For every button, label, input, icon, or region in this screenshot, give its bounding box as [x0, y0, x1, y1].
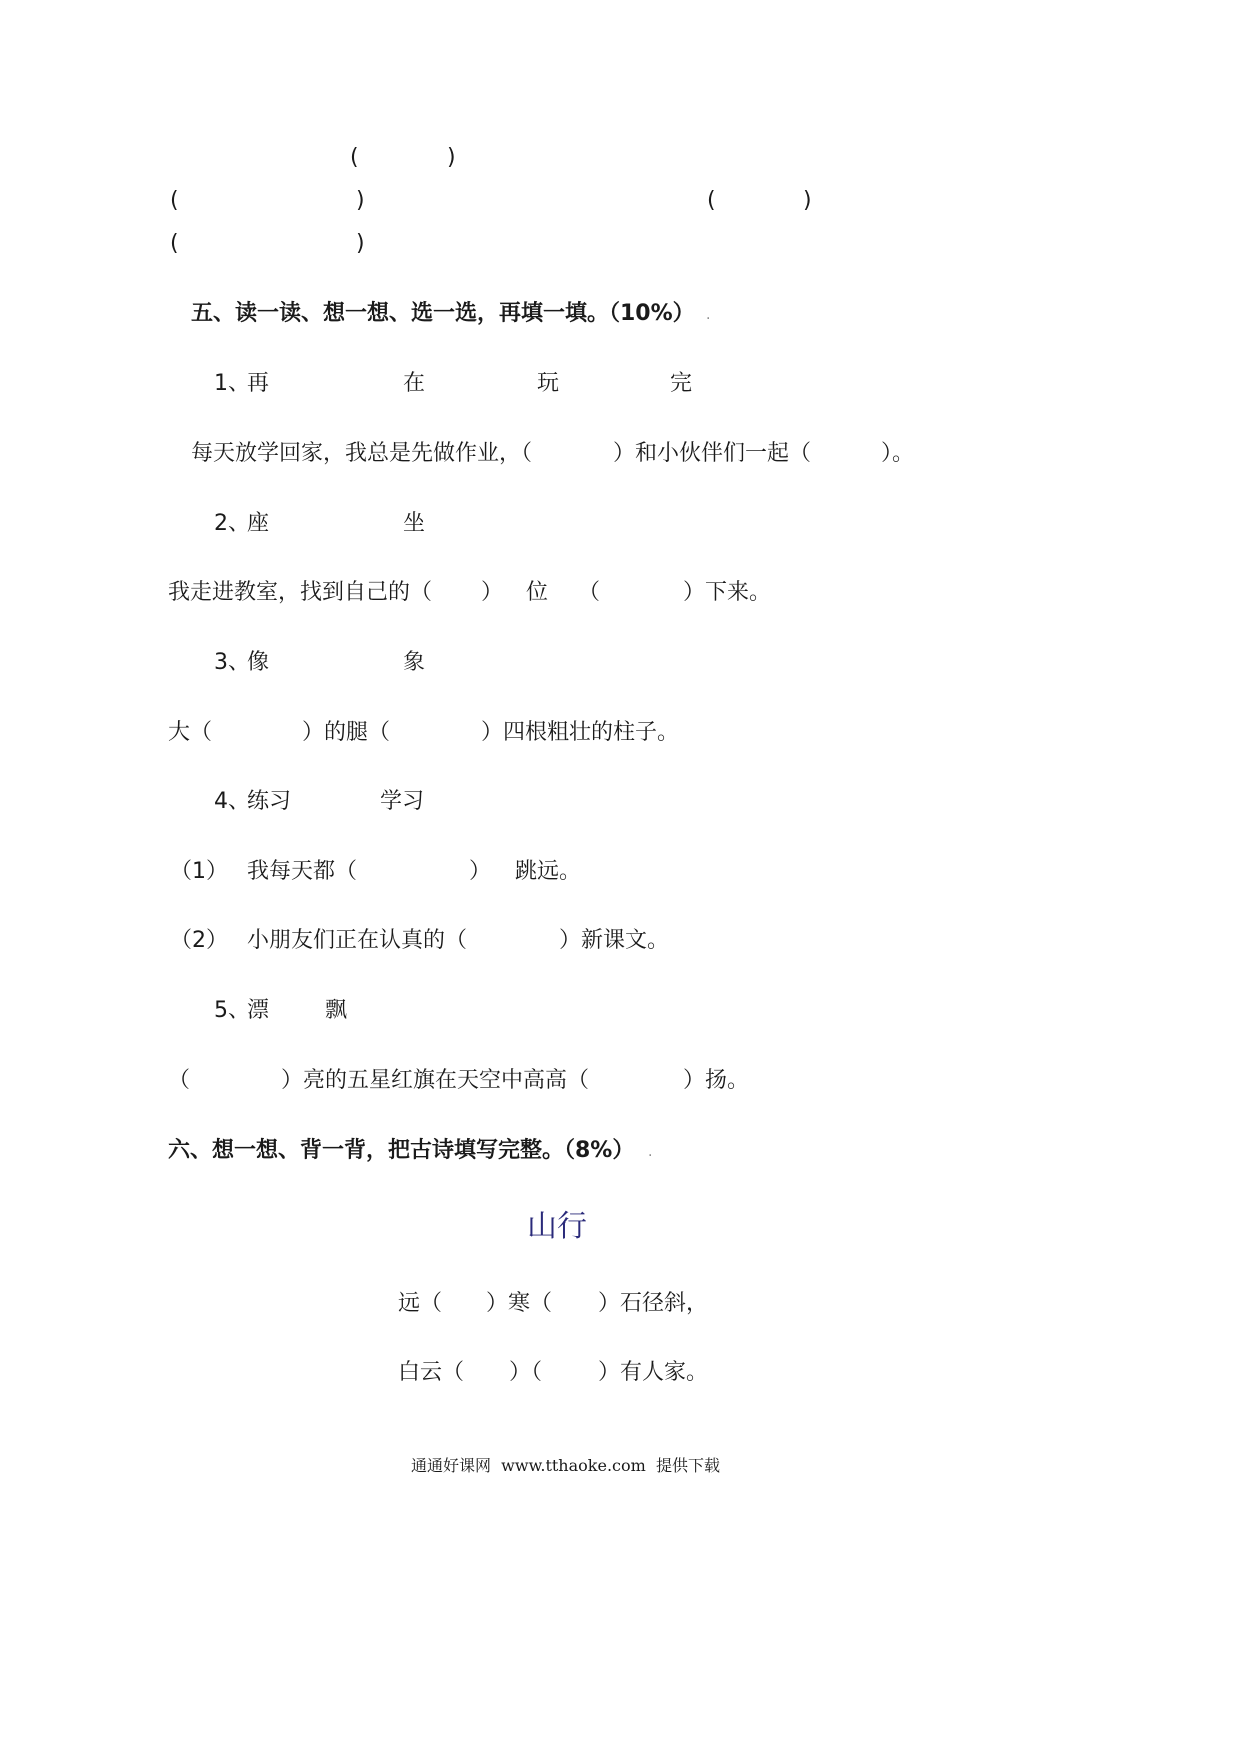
footer-text: 通通好课网 www.tthaoke.com 提供下载: [411, 1456, 720, 1475]
item1-choice: 在: [403, 371, 426, 396]
item2-sentence-part: 位: [526, 580, 549, 605]
item5-choice: 漂: [247, 998, 270, 1023]
poem-line2-part: ）（: [509, 1360, 543, 1385]
item2-choice: 座: [247, 511, 270, 536]
item4-sub2-part: 小朋友们正在认真的（: [247, 928, 468, 953]
item1-choice: 玩: [537, 371, 560, 396]
item3-sentence-part: ）的腿（: [302, 720, 391, 745]
section6-title: 六、想一想、背一背，把古诗填写完整。（8%）: [168, 1138, 635, 1163]
item3-choice: 像: [247, 650, 270, 675]
decoration-dot: .: [648, 1144, 653, 1160]
item1-sentence-part: ）和小伙伴们一起（: [613, 441, 812, 466]
bracket-open: (: [170, 231, 179, 256]
item4-choice: 学习: [380, 789, 425, 814]
item4-sub1-label: （1）: [170, 859, 228, 884]
item1-choice: 再: [247, 371, 270, 396]
poem-line1-part: 远（: [398, 1291, 443, 1316]
bracket-close: ): [803, 188, 812, 213]
item5-sentence-part: ）亮的五星红旗在天空中高高（: [281, 1068, 590, 1093]
item4-choice: 练习: [247, 789, 292, 814]
item2-sentence-part: （: [578, 580, 601, 605]
item2-sentence-part: ）下来。: [683, 580, 772, 605]
item4-sub1-part: ）: [469, 859, 492, 884]
bracket-open: (: [350, 145, 359, 170]
item4-number: 4、: [214, 789, 250, 814]
item1-sentence-part: 每天放学回家，我总是先做作业，（: [191, 441, 533, 466]
item1-choice: 完: [670, 371, 693, 396]
poem-title: 山行: [527, 1209, 587, 1244]
poem-line1-part: ）寒（: [486, 1291, 553, 1316]
bracket-open: (: [707, 188, 716, 213]
item2-sentence-part: ）: [481, 580, 504, 605]
item3-choice: 象: [403, 650, 426, 675]
poem-line1-part: ）石径斜，: [598, 1291, 709, 1316]
item3-sentence-part: 大（: [168, 720, 213, 745]
decoration-dot: .: [706, 307, 711, 323]
item1-number: 1、: [214, 371, 250, 396]
bracket-close: ): [356, 188, 365, 213]
item1-sentence-part: ）。: [881, 441, 915, 466]
item5-choice: 飘: [325, 998, 348, 1023]
item2-choice: 坐: [403, 511, 426, 536]
item4-sub2-label: （2）: [170, 928, 228, 953]
item4-sub2-part: ）新课文。: [559, 928, 670, 953]
poem-line2-part: ）有人家。: [598, 1360, 709, 1385]
item5-sentence-part: ）扬。: [683, 1068, 750, 1093]
item3-sentence-part: ）四根粗壮的柱子。: [481, 720, 680, 745]
item3-number: 3、: [214, 650, 250, 675]
item2-number: 2、: [214, 511, 250, 536]
bracket-open: (: [170, 188, 179, 213]
item5-number: 5、: [214, 998, 250, 1023]
item2-sentence-part: 我走进教室，找到自己的（: [168, 580, 433, 605]
item4-sub1-part: 我每天都（: [247, 859, 358, 884]
item4-sub1-part: 跳远。: [515, 859, 582, 884]
section5-title: 五、读一读、想一想、选一选，再填一填。（10%）: [191, 301, 695, 326]
poem-line2-part: 白云（: [398, 1360, 465, 1385]
item5-sentence-part: （: [168, 1068, 191, 1093]
bracket-close: ): [447, 145, 456, 170]
bracket-close: ): [356, 231, 365, 256]
